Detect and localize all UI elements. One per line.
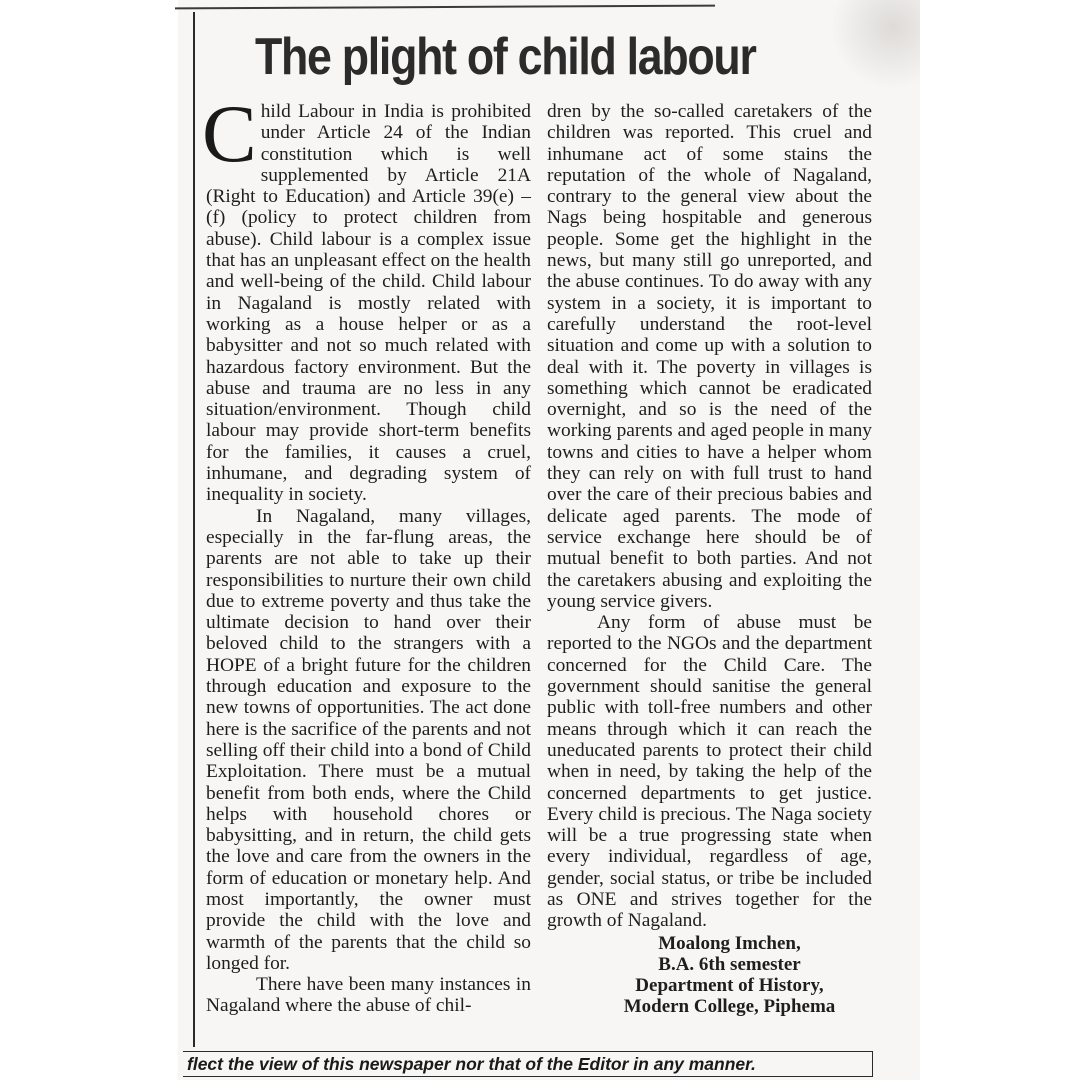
disclaimer-box: flect the view of this newspaper nor that of the Editor in any manner. — [183, 1051, 873, 1077]
paragraph-1 — [202, 88, 531, 506]
author-name: Moalong Imchen, — [658, 932, 801, 954]
paragraph-5: Any form of abuse must be reported to the NGOs and the department concerned for the Child Care. The government should sanitise the general public with toll-free numbers and other means through which it can reach the uneducated parents to protect their child when in need, by taking the help of the concerned departments to get justice. Every child is precious. The Naga society will be a true progressing state when every individual, regardless of age, gender, social status, or tribe be included as ONE and strives together for the growth of Nagaland. — [547, 612, 872, 932]
author-course: B.A. 6th semester — [658, 953, 801, 975]
left-column — [202, 88, 531, 1017]
paragraph-4: dren by the so-called caretakers of the children was reported. This cruel and inhumane act of some stains the reputation of the whole of Nagaland, contrary to the general view about the Nags being hospitable and generous people. Some get the highlight in the news, but many still go unreported, and the abuse continues. To do away with any system in a society, it is important to carefully understand the root-level situation and come up with a solution to deal with it. The poverty in villages is something which cannot be eradicated overnight, and so is the need of the working parents and aged people in many towns and cities to have a helper whom they can rely on with full trust to hand over the care of their precious babies and delicate aged parents. The mode of service exchange here should be of mutual benefit to both parties. And not the caretakers abusing and exploiting the young service givers. — [547, 101, 872, 612]
author-college: Modern College, Piphema — [623, 996, 836, 1018]
author-department: Department of History, — [635, 975, 824, 997]
author-signature — [547, 933, 872, 1018]
headline: The plight of child labour — [255, 28, 756, 86]
paragraph-2: In Nagaland, many villages, especially in the far-flung areas, the parents are not able to take up their responsibilities to nurture their own child due to extreme poverty and thus take the ultimate decision to hand over their beloved child to the strangers with a HOPE of a bright future for the children through education and exposure to the new towns of opportunities. The act done here is the sacrifice of the parents and not selling off their child into a bond of Child Exploitation. There must be a mutual benefit from both ends, where the Child helps with household chores or babysitting, and in return, the child gets the love and care from the owners in the form of education or monetary help. And most importantly, the owner must provide the child with the love and warmth of the parents that the child so longed for. — [206, 505, 531, 974]
column-rule — [193, 12, 195, 1047]
paragraph-3: There have been many instances in Nagaland where the abuse of chil- — [206, 974, 531, 1017]
drop-cap: C — [202, 88, 257, 179]
right-column — [547, 101, 872, 1018]
paragraph-1-text: hild Labour in India is prohibited under Article 24 of the Indian constitution which is well supplemented by Article 21A (Right to Education) and Article 39(e) – (f) (policy to protect children from abuse). Child labour is a complex issue that has an unpleasant effect on the health and well-being of the child. Child labour in Nagaland is mostly related with working as a house helper or as a babysitter and not so much related with hazardous factory environment. But the abuse and trauma are no less in any situation/environment. Though child labour may provide short-term benefits for the families, it causes a cruel, inhumane, and degrading system of inequality in society. — [206, 101, 531, 506]
